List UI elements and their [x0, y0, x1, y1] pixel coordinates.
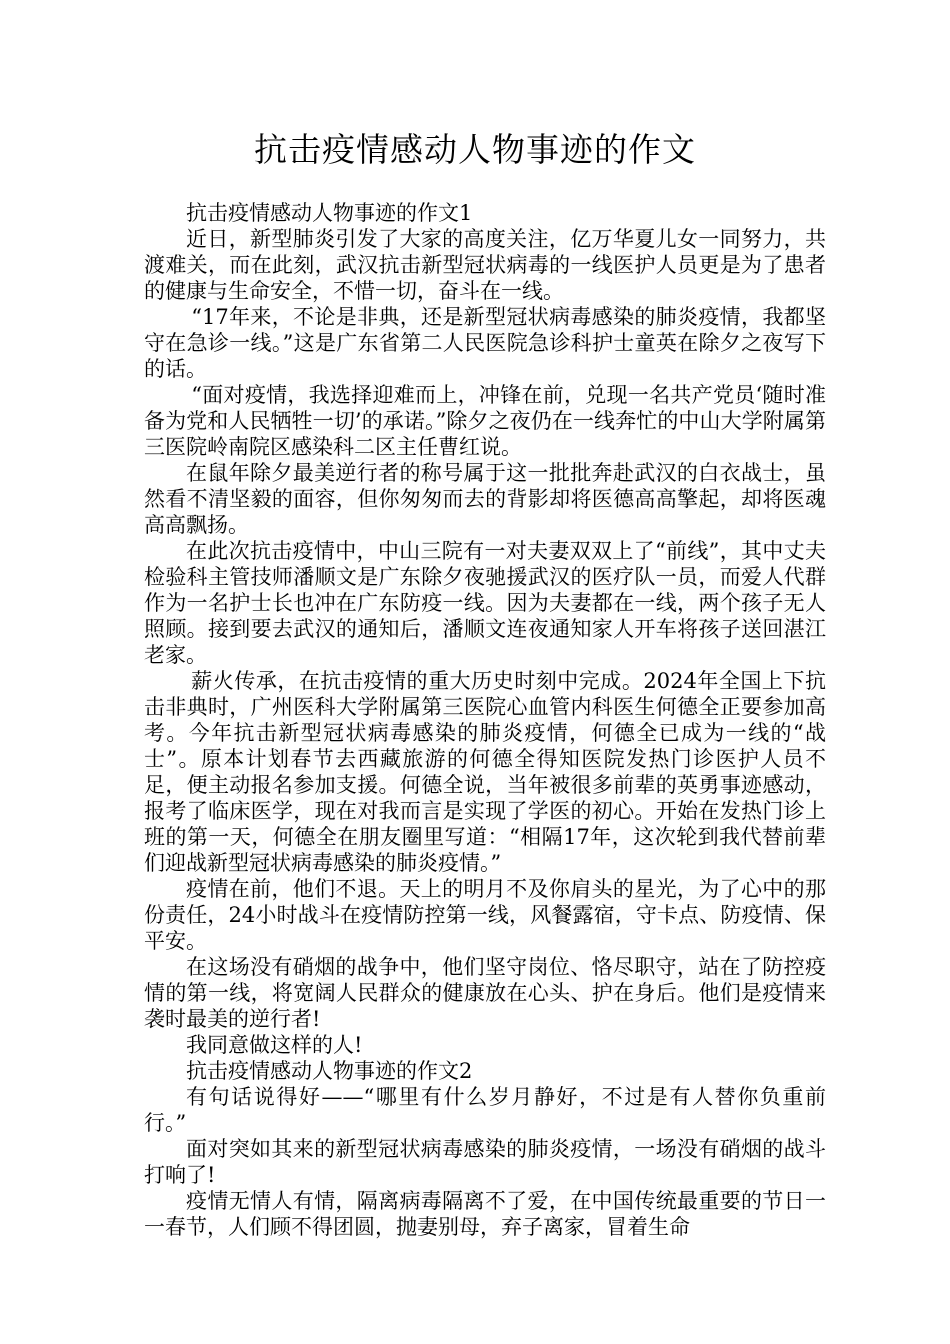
section-heading-2: 抗击疫情感动人物事迹的作文2 — [186, 1059, 473, 1083]
paragraph: 在鼠年除夕最美逆行者的称号属于这一批批奔赴武汉的白衣战士，虽然看不清坚毅的面容，但你匆匆而去的背影却将医德高高擎起，却将医魂高高飘扬。 — [144, 461, 826, 537]
paragraph: 在此次抗击疫情中，中山三院有一对夫妻双双上了“前线”，其中丈夫检验科主管技师潘顺文是广东除夕夜驰援武汉的医疗队一员，而爱人代群作为一名护士长也冲在广东防疫一线。因为夫妻都在一线，两个孩子无人照顾。接到要去武汉的通知后，潘顺文连夜通知家人开车将孩子送回湛江老家。 — [144, 539, 826, 667]
paragraph: “面对疫情，我选择迎难而上，冲锋在前，兑现一名共产党员‘随时准备为党和人民牺牲一切’的承诺。”除夕之夜仍在一线奔忙的中山大学附属第三医院岭南院区感染科二区主任曹红说。 — [144, 383, 826, 459]
paragraph: “17年来，不论是非典，还是新型冠状病毒感染的肺炎疫情，我都坚守在急诊一线。”这是广东省第二人民医院急诊科护士童英在除夕之夜写下的话。 — [144, 305, 826, 381]
paragraph: 在这场没有硝烟的战争中，他们坚守岗位、恪尽职守，站在了防控疫情的第一线，将宽阔人民群众的健康放在心头、护在身后。他们是疫情来袭时最美的逆行者! — [144, 955, 826, 1031]
paragraph: 近日，新型肺炎引发了大家的高度关注，亿万华夏儿女一同努力，共渡难关，而在此刻，武汉抗击新型冠状病毒的一线医护人员更是为了患者的健康与生命安全，不惜一切，奋斗在一线。 — [144, 227, 826, 303]
paragraph: 面对突如其来的新型冠状病毒感染的肺炎疫情，一场没有硝烟的战斗打响了! — [144, 1137, 826, 1187]
paragraph: 我同意做这样的人! — [186, 1033, 363, 1057]
section-heading-1: 抗击疫情感动人物事迹的作文1 — [186, 201, 473, 225]
document-body — [144, 200, 826, 1240]
paragraph: 有句话说得好——“哪里有什么岁月静好，不过是有人替你负重前行。” — [144, 1085, 826, 1135]
paragraph: 疫情在前，他们不退。天上的明月不及你肩头的星光，为了心中的那份责任，24小时战斗在疫情防控第一线，风餐露宿，守卡点、防疫情、保平安。 — [144, 877, 826, 953]
document-title: 抗击疫情感动人物事迹的作文 — [254, 130, 696, 169]
paragraph: 薪火传承，在抗击疫情的重大历史时刻中完成。2024年全国上下抗击非典时，广州医科大学附属第三医院心血管内科医生何德全正要参加高考。今年抗击新型冠状病毒感染的肺炎疫情，何德全已成为一线的“战士”。原本计划春节去西藏旅游的何德全得知医院发热门诊医护人员不足，便主动报名参加支援。何德全说，当年被很多前辈的英勇事迹感动，报考了临床医学，现在对我而言是实现了学医的初心。开始在发热门诊上班的第一天，何德全在朋友圈里写道：“相隔17年，这次轮到我代替前辈们迎战新型冠状病毒感染的肺炎疫情。” — [144, 669, 826, 875]
paragraph: 疫情无情人有情，隔离病毒隔离不了爱，在中国传统最重要的节日一一春节，人们顾不得团圆，抛妻别母，弃子离家，冒着生命 — [144, 1189, 826, 1239]
